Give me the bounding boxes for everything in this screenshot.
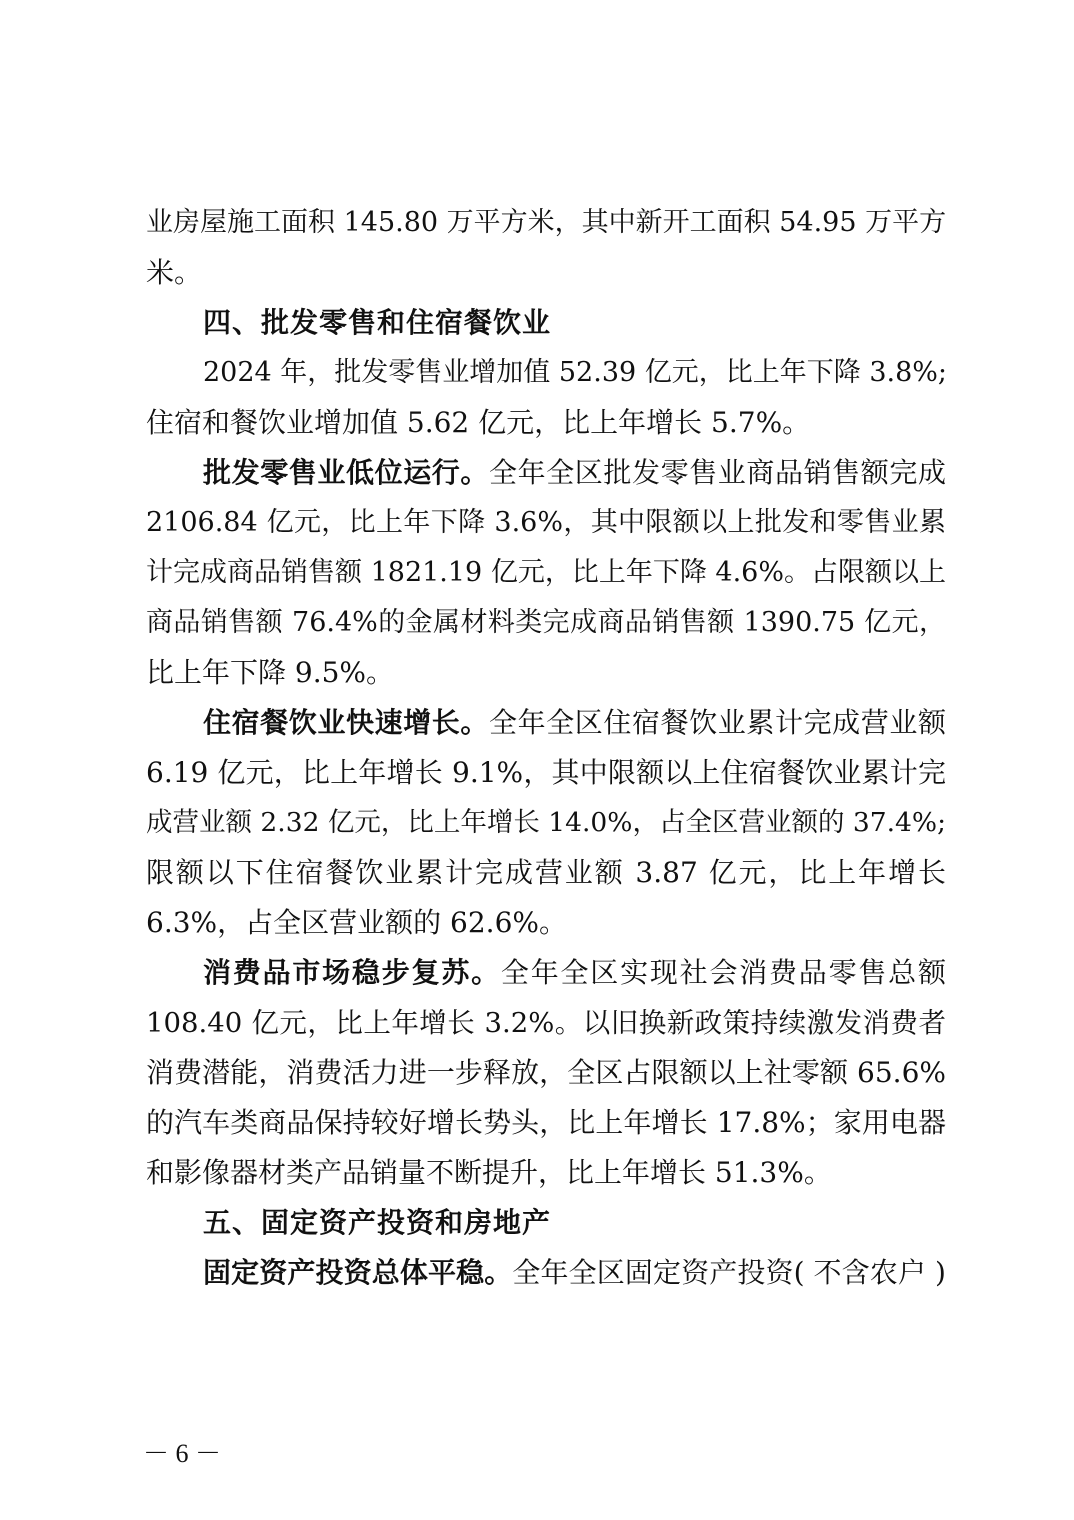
wholesale-paragraph-lead: 批发零售业低位运行。 (203, 456, 489, 489)
consumer-paragraph-line-5: 和影像器材类产品销量不断提升，比上年增长 51.3%。 (146, 1156, 832, 1189)
catering-paragraph-line-4: 限额以下住宿餐饮业累计完成营业额 3.87 亿元，比上年增长 (146, 856, 946, 889)
section4-intro-line-2: 住宿和餐饮业增加值 5.62 亿元，比上年增长 5.7%。 (146, 406, 811, 439)
consumer-paragraph-line-3: 消费潜能，消费活力进一步释放，全区占限额以上社零额 65.6% (146, 1056, 946, 1089)
consumer-paragraph-line-1 (203, 955, 946, 993)
catering-paragraph-line-5: 6.3%，占全区营业额的 62.6%。 (146, 906, 567, 939)
catering-paragraph-line-1-text: 全年全区住宿餐饮业累计完成营业额 (489, 706, 946, 739)
consumer-paragraph-line-1-text: 全年全区实现社会消费品零售总额 (500, 956, 946, 989)
section-heading-5: 五、固定资产投资和房地产 (203, 1206, 552, 1239)
page-number: － 6 － (143, 1439, 222, 1468)
continuation-line-1: 业房屋施工面积 145.80 万平方米，其中新开工面积 54.95 万平方 (146, 207, 947, 238)
wholesale-paragraph-line-3: 计完成商品销售额 1821.19 亿元，比上年下降 4.6%。占限额以上 (146, 557, 946, 588)
consumer-paragraph-line-2: 108.40 亿元，比上年增长 3.2%。以旧换新政策持续激发消费者 (146, 1007, 946, 1039)
wholesale-paragraph-line-2: 2106.84 亿元，比上年下降 3.6%，其中限额以上批发和零售业累 (146, 507, 946, 538)
section4-intro-line-1: 2024 年，批发零售业增加值 52.39 亿元，比上年下降 3.8%; (203, 357, 948, 388)
wholesale-paragraph-line-1 (203, 455, 946, 493)
consumer-paragraph-line-4: 的汽车类商品保持较好增长势头，比上年增长 17.8%；家用电器 (146, 1106, 946, 1139)
wholesale-paragraph-line-5: 比上年下降 9.5%。 (146, 656, 395, 689)
wholesale-paragraph-line-1-text: 全年全区批发零售业商品销售额完成 (489, 456, 946, 489)
investment-paragraph-lead: 固定资产投资总体平稳。 (203, 1256, 513, 1289)
catering-paragraph-lead: 住宿餐饮业快速增长。 (203, 706, 489, 739)
investment-paragraph-line-1-text: 全年全区固定资产投资( 不含农户 ) (512, 1256, 946, 1289)
investment-paragraph-line-1 (203, 1255, 946, 1293)
section-heading-4: 四、批发零售和住宿餐饮业 (203, 306, 552, 339)
catering-paragraph-line-2: 6.19 亿元，比上年增长 9.1%，其中限额以上住宿餐饮业累计完 (146, 756, 946, 789)
catering-paragraph-line-3: 成营业额 2.32 亿元，比上年增长 14.0%，占全区营业额的 37.4%; (146, 807, 946, 838)
continuation-line-2: 米。 (146, 256, 203, 289)
wholesale-paragraph-line-4: 商品销售额 76.4%的金属材料类完成商品销售额 1390.75 亿元， (146, 607, 946, 638)
catering-paragraph-line-1 (203, 705, 946, 743)
consumer-paragraph-lead: 消费品市场稳步复苏。 (203, 956, 501, 989)
